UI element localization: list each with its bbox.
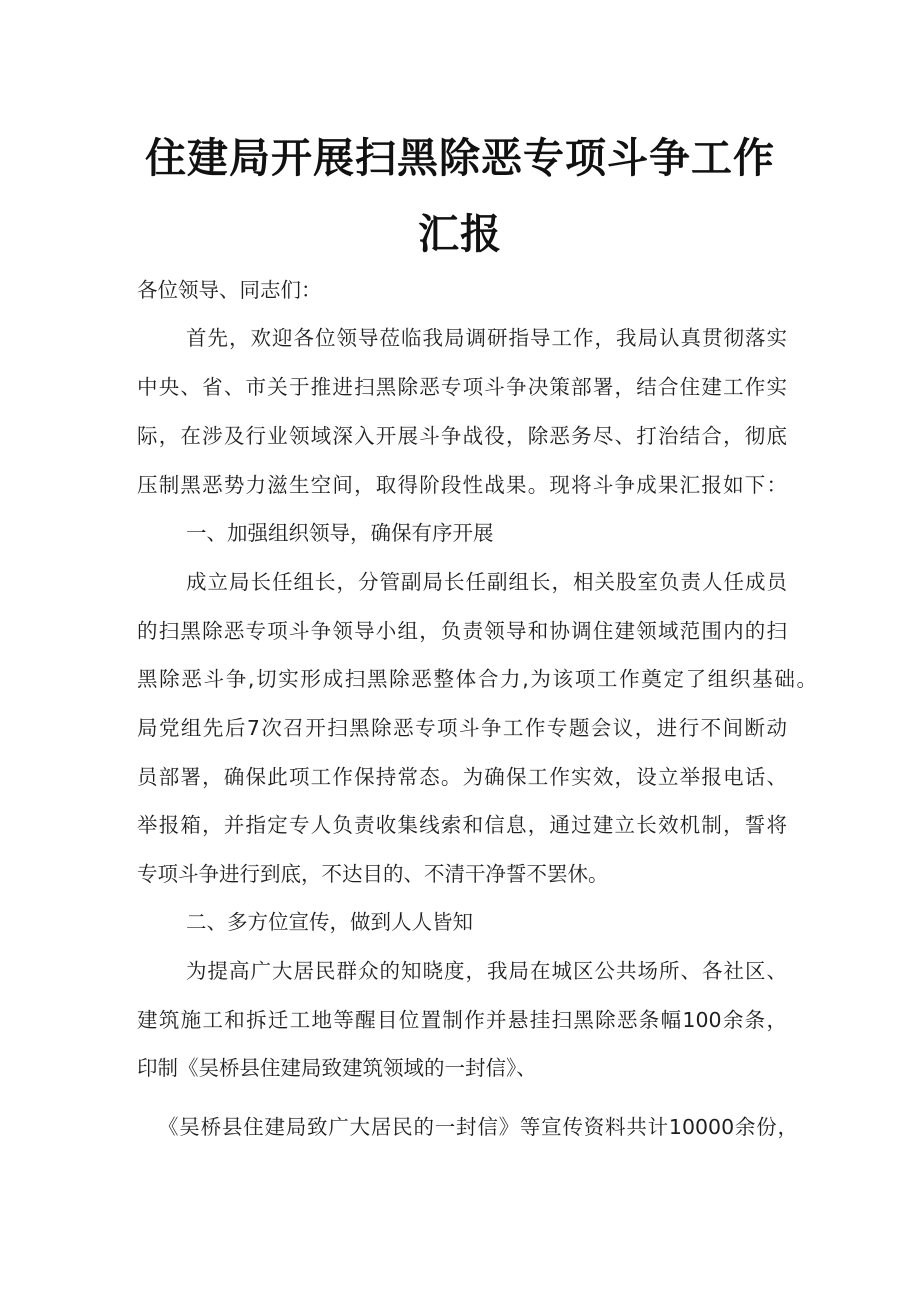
section-heading: 二、多方位宣传，做到人人皆知 xyxy=(186,910,473,934)
paragraph-line: 局党组先后7次召开扫黑除恶专项斗争工作专题会议，进行不间断动 xyxy=(137,716,787,740)
document-title-line-1: 住建局开展扫黑除恶专项斗争工作 xyxy=(145,134,775,182)
salutation: 各位领导、同志们： xyxy=(137,278,322,302)
section-heading: 一、加强组织领导，确保有序开展 xyxy=(186,521,494,545)
paragraph-line: 建筑施工和拆迁工地等醒目位置制作并悬挂扫黑除恶条幅100余条， xyxy=(137,1008,787,1032)
paragraph-line: 首先，欢迎各位领导莅临我局调研指导工作，我局认真贯彻落实 xyxy=(186,326,787,350)
document-title-line-2: 汇报 xyxy=(418,210,502,258)
paragraph-line: 举报箱，并指定专人负责收集线索和信息，通过建立长效机制，誓将 xyxy=(137,813,787,837)
paragraph-line: 专项斗争进行到底，不达目的、不清干净誓不罢休。 xyxy=(137,862,609,886)
paragraph-line: 压制黑恶势力滋生空间，取得阶段性战果。现将斗争成果汇报如下： xyxy=(137,473,787,497)
paragraph-line: 的扫黑除恶专项斗争领导小组，负责领导和协调住建领域范围内的扫 xyxy=(137,619,787,643)
paragraph-line: 员部署，确保此项工作保持常态。为确保工作实效，设立举报电话、 xyxy=(137,765,787,789)
paragraph-line: 际，在涉及行业领域深入开展斗争战役，除恶务尽、打治结合，彻底 xyxy=(137,424,787,448)
paragraph-line: 黑除恶斗争,切实形成扫黑除恶整体合力,为该项工作奠定了组织基础。 xyxy=(137,667,817,691)
paragraph-line: 成立局长任组长，分管副局长任副组长，相关股室负责人任成员 xyxy=(186,570,787,594)
paragraph-line: 为提高广大居民群众的知晓度，我局在城区公共场所、各社区、 xyxy=(186,959,787,983)
paragraph-line: 中央、省、市关于推进扫黑除恶专项斗争决策部署，结合住建工作实 xyxy=(137,375,787,399)
paragraph-line: 印制《吴桥县住建局致建筑领域的一封信》、 xyxy=(137,1056,537,1080)
paragraph-line: 《吴桥县住建局致广大居民的一封信》等宣传资料共计10000余份， xyxy=(158,1115,798,1139)
